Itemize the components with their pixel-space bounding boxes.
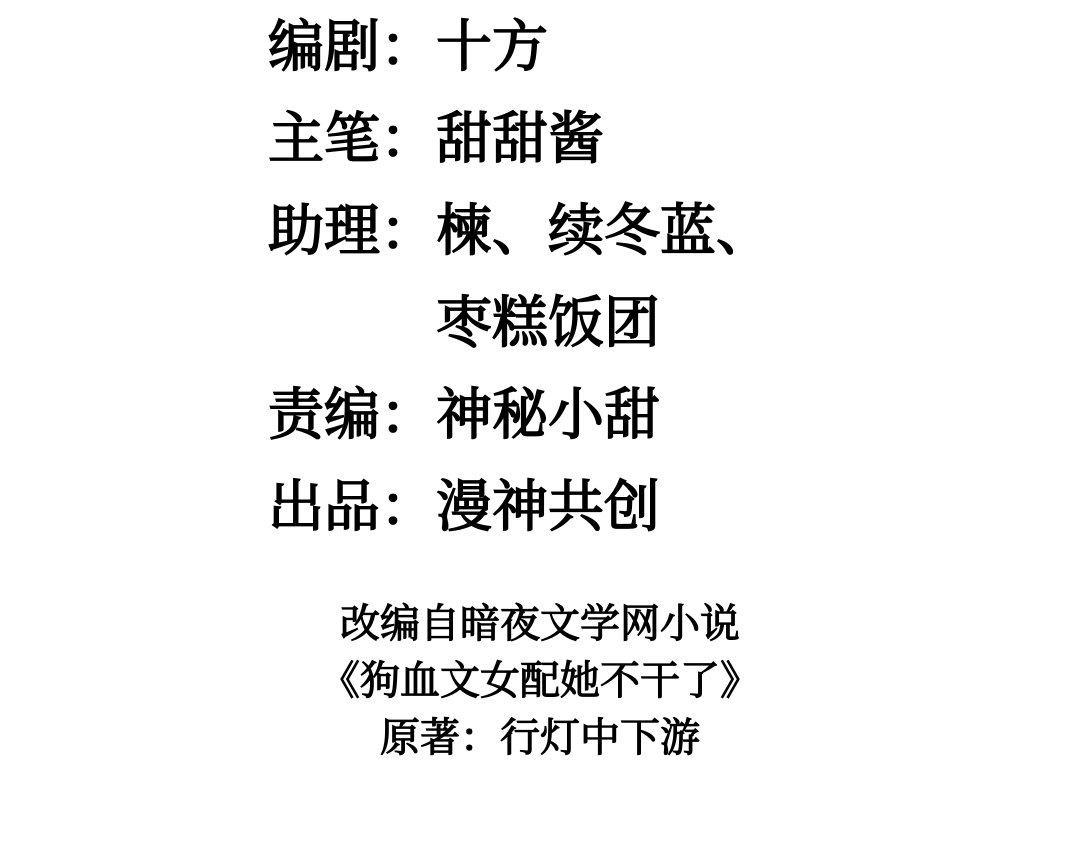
- credit-row: [0, 462, 1080, 554]
- credit-value: 漫神共创: [436, 475, 660, 540]
- credit-label: 编剧：: [268, 15, 436, 80]
- credit-row-continuation: [0, 278, 1080, 370]
- source-line-title: 《狗血文女配她不干了》: [320, 658, 760, 704]
- source-line-author: 原著：行灯中下游: [380, 715, 700, 761]
- credit-value: 楝、续冬蓝、: [436, 199, 772, 264]
- credit-value: 枣糕饭团: [436, 291, 660, 356]
- credit-row: [0, 94, 1080, 186]
- source-line-origin: 改编自暗夜文学网小说: [340, 601, 740, 647]
- credit-label: 出品：: [268, 475, 436, 540]
- credit-label: 主笔：: [268, 107, 436, 172]
- credit-value: 十方: [436, 15, 548, 80]
- credit-row: [0, 370, 1080, 462]
- credit-value: 甜甜酱: [436, 107, 604, 172]
- credit-value: 神秘小甜: [436, 383, 660, 448]
- source-attribution: [0, 596, 1080, 767]
- credit-row: [0, 2, 1080, 94]
- credit-label: 助理：: [268, 199, 436, 264]
- credit-row: [0, 186, 1080, 278]
- credit-label: 责编：: [268, 383, 436, 448]
